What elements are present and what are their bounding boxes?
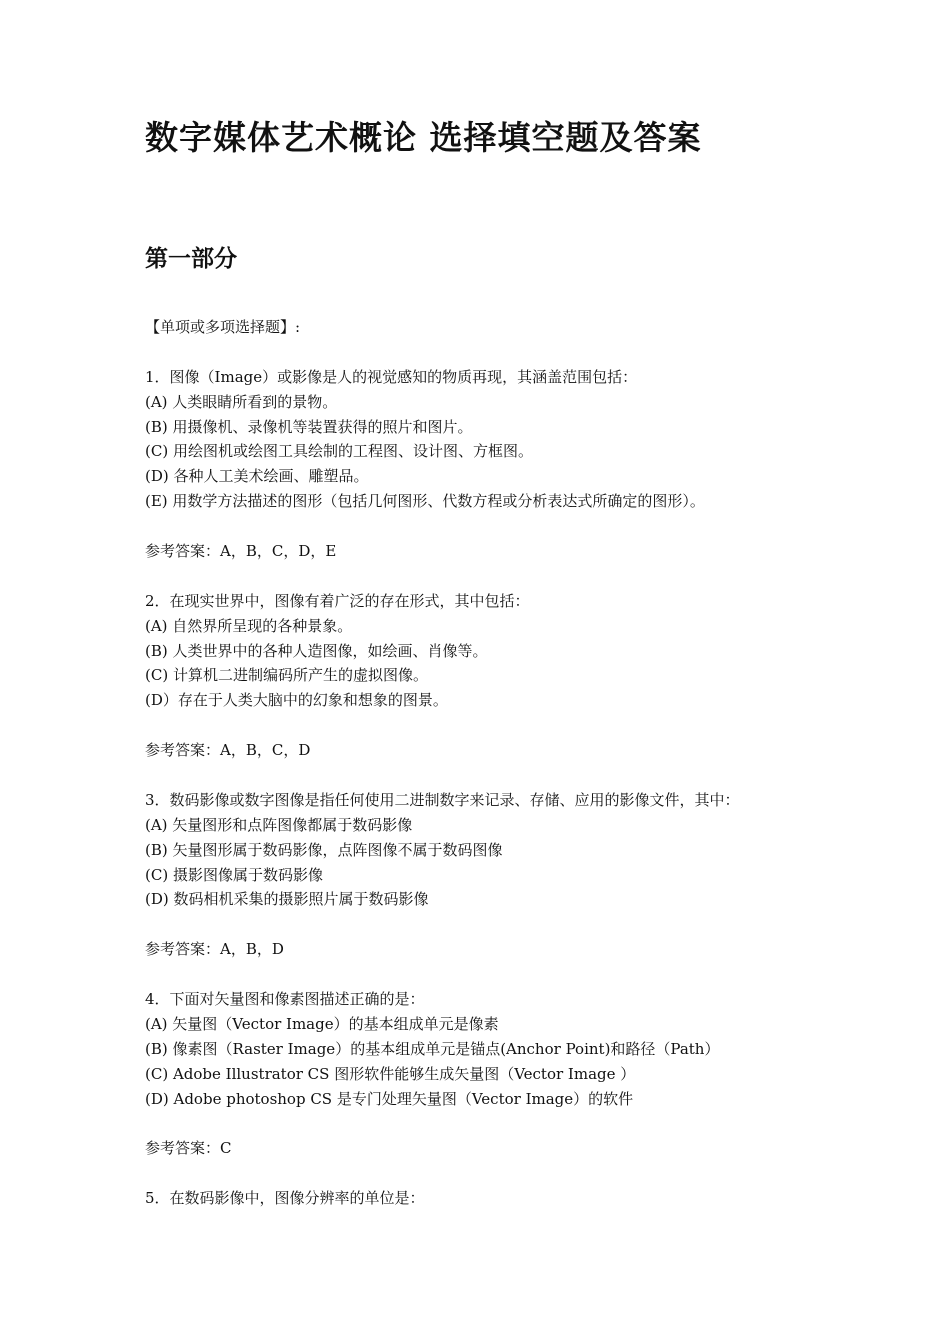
question-stem: 1．图像（Image）或影像是人的视觉感知的物质再现，其涵盖范围包括： <box>145 367 638 386</box>
question-option: (D) 数码相机采集的摄影照片属于数码影像 <box>145 890 429 909</box>
question-option: (D）存在于人类大脑中的幻象和想象的图景。 <box>145 691 448 710</box>
answer-line: 参考答案：C <box>145 1139 232 1158</box>
document-title: 数字媒体艺术概论 选择填空题及答案 <box>145 118 702 157</box>
question-list <box>145 315 865 1211</box>
answer-line: 参考答案：A，B，C，D，E <box>145 542 337 561</box>
question-stem: 5．在数码影像中，图像分辨率的单位是： <box>145 1189 425 1208</box>
question-stem: 2．在现实世界中，图像有着广泛的存在形式，其中包括： <box>145 591 530 610</box>
question-option: (D) 各种人工美术绘画、雕塑品。 <box>145 467 369 486</box>
answer-line: 参考答案：A，B，C，D <box>145 741 311 760</box>
question-stem: 3．数码影像或数字图像是指任何使用二进制数字来记录、存储、应用的影像文件，其中： <box>145 790 740 809</box>
question-stem: 4．下面对矢量图和像素图描述正确的是： <box>145 990 425 1009</box>
question-option: (A) 人类眼睛所看到的景物。 <box>145 392 338 411</box>
question-option: (C) Adobe Illustrator CS 图形软件能够生成矢量图（Vector Image ） <box>145 1064 636 1083</box>
section-title: 第一部分 <box>145 245 237 272</box>
question-option: (A) 矢量图形和点阵图像都属于数码影像 <box>145 815 413 834</box>
section-heading: 【单项或多项选择题】: <box>145 318 301 336</box>
question-option: (E) 用数学方法描述的图形（包括几何图形、代数方程或分析表达式所确定的图形）。 <box>145 492 705 511</box>
question-option: (B) 矢量图形属于数码影像，点阵图像不属于数码图像 <box>145 840 503 859</box>
question-option: (B) 用摄像机、录像机等装置获得的照片和图片。 <box>145 417 473 436</box>
question-option: (B) 像素图（Raster Image）的基本组成单元是锚点(Anchor Point)和路径（Path） <box>145 1039 720 1058</box>
question-option: (C) 摄影图像属于数码影像 <box>145 865 323 884</box>
question-option: (A) 自然界所呈现的各种景象。 <box>145 616 353 635</box>
question-option: (B) 人类世界中的各种人造图像，如绘画、肖像等。 <box>145 641 488 660</box>
question-option: (D) Adobe photoshop CS 是专门处理矢量图（Vector Image）的软件 <box>145 1089 634 1108</box>
question-option: (A) 矢量图（Vector Image）的基本组成单元是像素 <box>145 1014 499 1033</box>
question-option: (C) 计算机二进制编码所产生的虚拟图像。 <box>145 666 428 685</box>
answer-line: 参考答案：A，B，D <box>145 940 284 959</box>
question-option: (C) 用绘图机或绘图工具绘制的工程图、设计图、方框图。 <box>145 442 533 461</box>
